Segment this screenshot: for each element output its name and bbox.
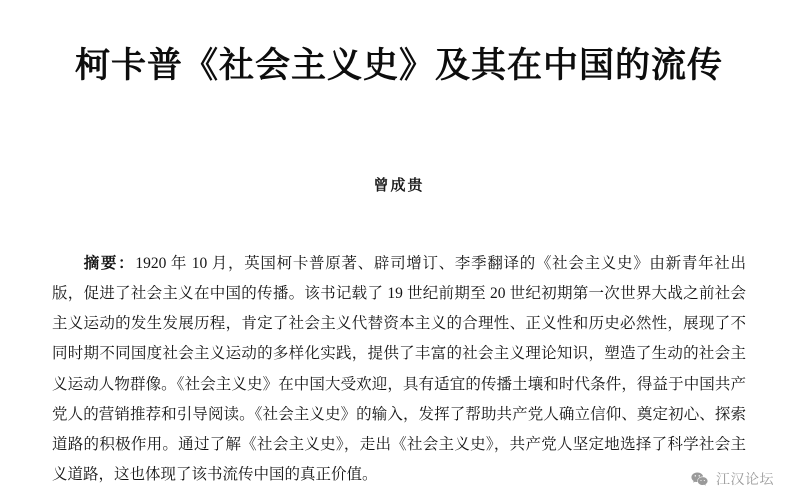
abstract-label: 摘要： [83,254,136,272]
watermark-label: 江汉论坛 [716,471,774,487]
watermark [690,469,774,489]
abstract-body: 1920 年 10 月，英国柯卡普原著、辟司增订、李季翻译的《社会主义史》由新青年社出版，促进了社会主义在中国的传播。该书记载了 19 世纪前期至 20 世纪初期第一次世界大战之前社会主义运动的发生发展历程，肯定了社会主义代替资本主义的合理性、正义性和历史必然性，展现了不同时期不同国度社会主义运动的多样化实践，提供了丰富的社会主义理论知识，塑造了生动的社会主义运动人物群像。《社会主义史》在中国大受欢迎，具有适宜的传播土壤和时代条件，得益于中国共产党人的营销推荐和引导阅读。《社会主义史》的输入，发挥了帮助共产党人确立信仰、奠定初心、探索道路的积极作用。通过了解《社会主义史》，走出《社会主义史》，共产党人坚定地选择了科学社会主义道路，这也体现了该书流传中国的真正价值。 [52,254,746,484]
page-title: 柯卡普《社会主义史》及其在中国的流传 [74,45,723,86]
abstract-paragraph [30,195,768,491]
wechat-icon [690,470,709,489]
author-name: 曾成贵 [373,175,425,194]
